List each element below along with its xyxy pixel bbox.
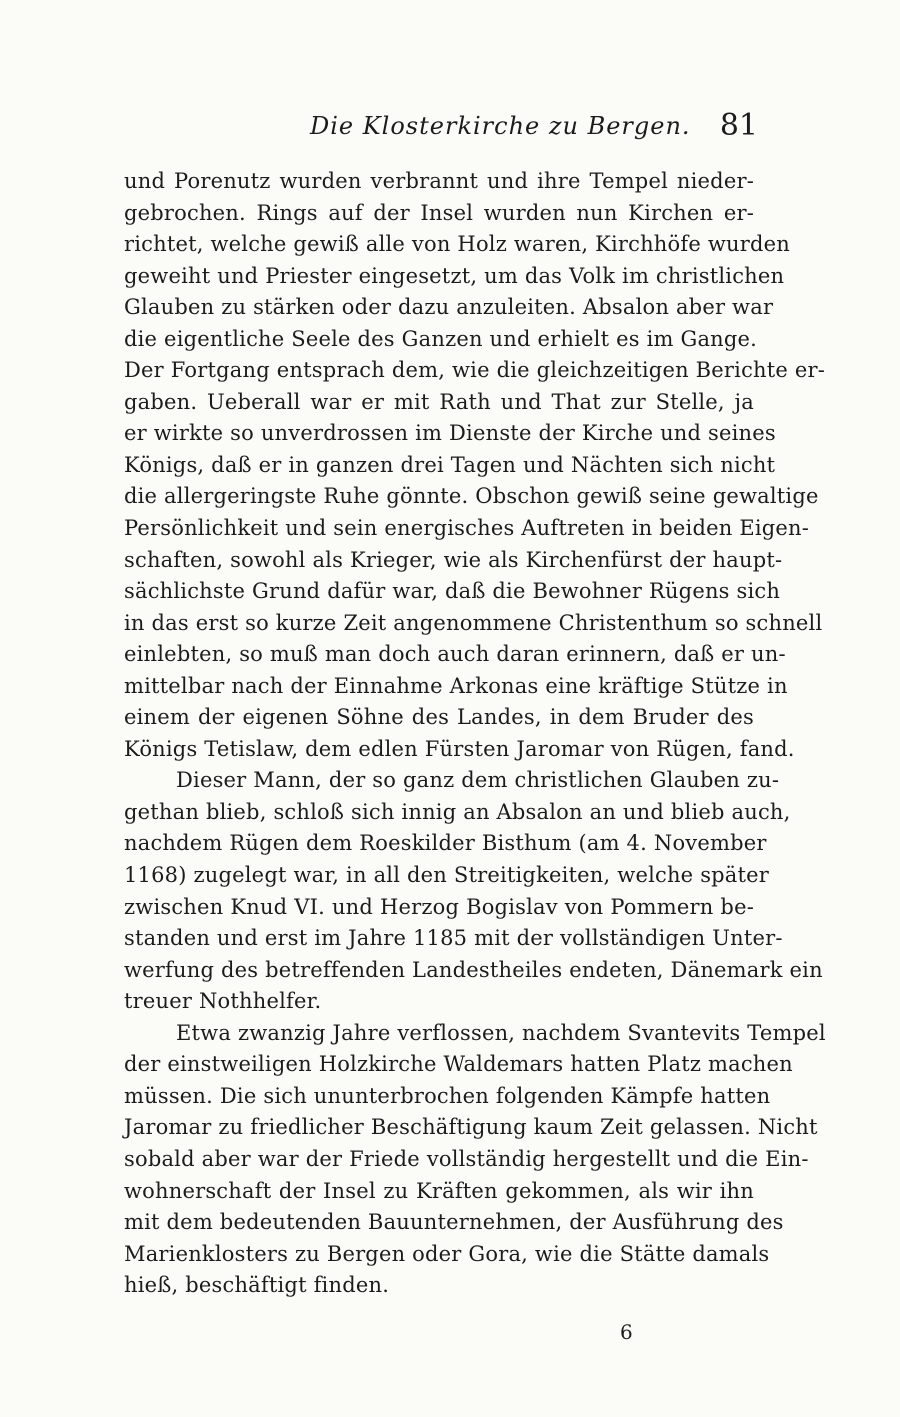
text-line: Königs Tetislaw, dem edlen Fürsten Jaromar von Rügen, fand. — [124, 736, 795, 761]
text-line: sobald aber war der Friede vollständig hergestellt und die Ein- — [124, 1146, 809, 1171]
paragraph — [124, 166, 826, 765]
text-line: sächlichste Grund dafür war, daß die Bewohner Rügens sich — [124, 579, 781, 604]
text-line: Marienklosters zu Bergen oder Gora, wie die Stätte damals — [124, 1241, 770, 1266]
text-line: Der Fortgang entsprach dem, wie die gleichzeitigen Berichte er- — [124, 358, 826, 383]
body-text — [124, 166, 826, 1302]
text-line: standen und erst im Jahre 1185 mit der vollständigen Unter- — [124, 926, 783, 951]
text-line: Jaromar zu friedlicher Beschäftigung kaum Zeit gelassen. Nicht — [124, 1115, 818, 1140]
text-line: die allergeringste Ruhe gönnte. Obschon gewiß seine gewaltige — [124, 484, 819, 509]
text-line: und Porenutz wurden verbrannt und ihre Tempel nieder- — [124, 169, 754, 193]
text-line: wohnerschaft der Insel zu Kräften gekommen, als wir ihn — [124, 1178, 754, 1203]
text-line: 1168) zugelegt war, in all den Streitigkeiten, welche später — [124, 863, 770, 888]
text-line: geweiht und Priester eingesetzt, um das Volk im christlichen — [124, 263, 785, 288]
text-line: werfung des betreffenden Landestheiles endeten, Dänemark ein — [124, 957, 823, 982]
paragraph — [124, 1018, 826, 1302]
text-line: einem der eigenen Söhne des Landes, in dem Bruder des — [124, 705, 754, 730]
running-title: Die Klosterkirche zu Bergen. — [310, 112, 691, 140]
text-line: gaben. Ueberall war er mit Rath und That zur Stelle, ja — [124, 389, 754, 414]
text-line: nachdem Rügen dem Roeskilder Bisthum (am 4. November — [124, 831, 767, 856]
paragraph — [124, 765, 823, 1017]
text-line: schaften, sowohl als Krieger, wie als Kirchenfürst der haupt- — [124, 547, 783, 572]
text-line: treuer Nothhelfer. — [124, 989, 322, 1014]
text-line: in das erst so kurze Zeit angenommene Christenthum so schnell — [124, 610, 823, 635]
text-line: Persönlichkeit und sein energisches Auftreten in beiden Eigen- — [124, 516, 810, 541]
text-line: gethan blieb, schloß sich innig an Absalon an und blieb auch, — [124, 799, 791, 824]
text-line: der einstweiligen Holzkirche Waldemars hatten Platz machen — [124, 1052, 793, 1077]
text-line: mit dem bedeutenden Bauunternehmen, der Ausführung des — [124, 1210, 784, 1235]
text-line: Königs, daß er in ganzen drei Tagen und Nächten sich nicht — [124, 452, 776, 477]
text-line: hieß, beschäftigt finden. — [124, 1273, 390, 1298]
text-line: Glauben zu stärken oder dazu anzuleiten. Absalon aber war — [124, 295, 774, 320]
text-line: einlebten, so muß man doch auch daran erinnern, daß er un- — [124, 642, 786, 667]
text-line: die eigentliche Seele des Ganzen und erhielt es im Gange. — [124, 326, 758, 351]
text-line: mittelbar nach der Einnahme Arkonas eine kräftige Stütze in — [124, 673, 788, 698]
text-line: zwischen Knud VI. und Herzog Bogislav von Pommern be- — [124, 894, 754, 919]
text-line: gebrochen. Rings auf der Insel wurden nun Kirchen er- — [124, 200, 754, 225]
page-number: 81 — [719, 108, 758, 143]
text-line: er wirkte so unverdrossen im Dienste der Kirche und seines — [124, 421, 776, 446]
text-line: Etwa zwanzig Jahre verflossen, nachdem Svantevits Tempel — [176, 1020, 826, 1045]
signature-mark: 6 — [620, 1320, 633, 1344]
text-line: richtet, welche gewiß alle von Holz waren, Kirchhöfe wurden — [124, 232, 790, 257]
text-line: Dieser Mann, der so ganz dem christlichen Glauben zu- — [176, 768, 780, 793]
text-line: müssen. Die sich ununterbrochen folgenden Kämpfe hatten — [124, 1083, 771, 1108]
